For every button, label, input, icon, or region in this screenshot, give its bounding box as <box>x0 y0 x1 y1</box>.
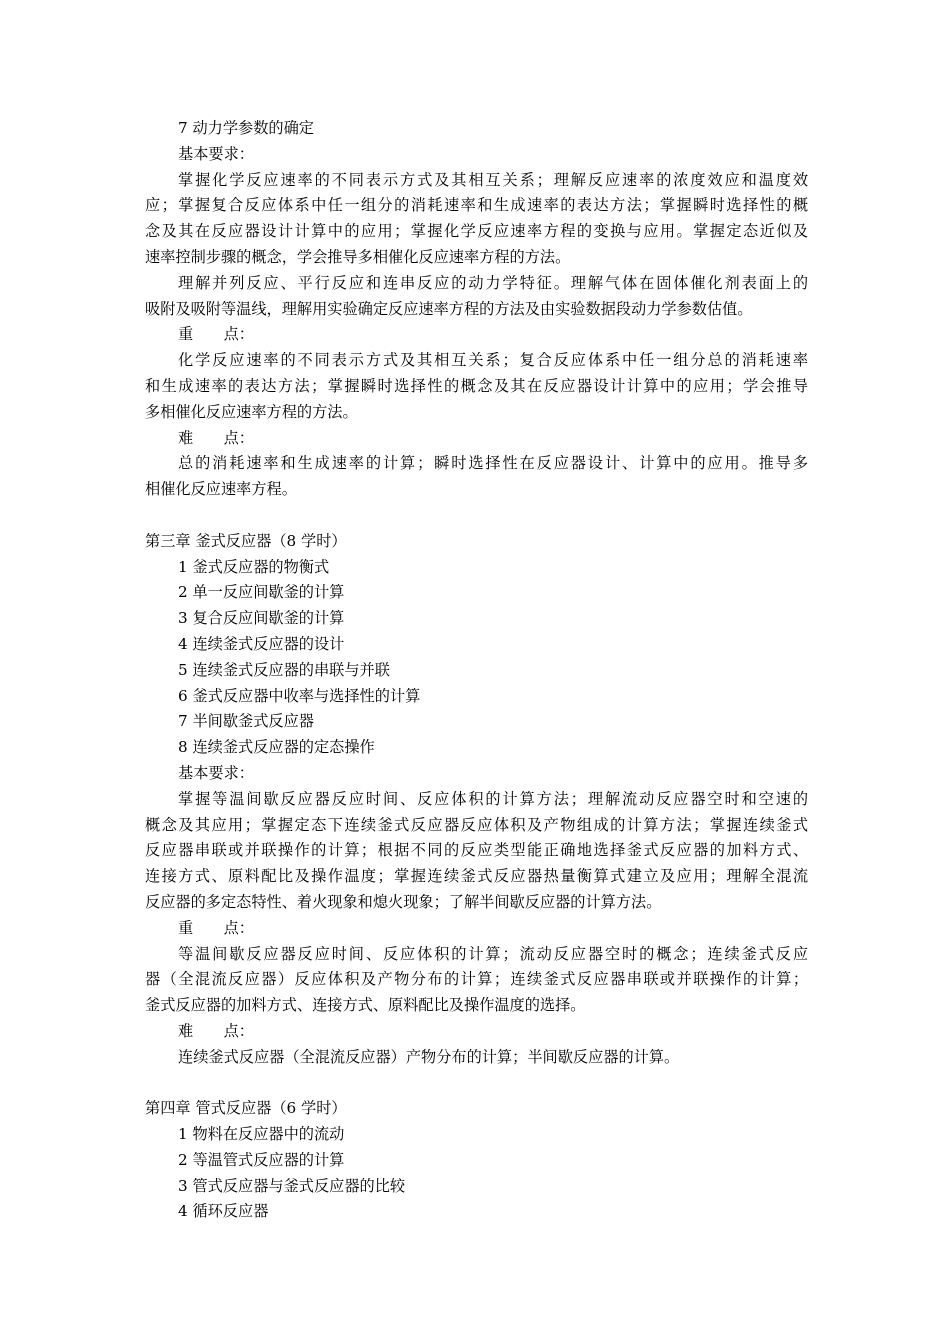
paragraph-line: 应；掌握复合反应体系中任一组分的消耗速率和生成速率的表达方法；掌握瞬时选择性的概 <box>145 196 808 215</box>
section-item: 8 连续釜式反应器的定态操作 <box>178 738 375 757</box>
paragraph-line: 掌握等温间歇反应器反应时间、反应体积的计算方法；理解流动反应器空时和空速的 <box>178 789 808 808</box>
paragraph-line: 概念及其应用；掌握定态下连续釜式反应器反应体积及产物组成的计算方法；掌握连续釜式 <box>145 815 808 834</box>
paragraph-line: 连接方式、原料配比及操作温度；掌握连续釜式反应器热量衡算式建立及应用；理解全混流 <box>145 867 808 886</box>
difficulties-heading: 难 点： <box>178 428 254 447</box>
section-item: 3 管式反应器与釜式反应器的比较 <box>178 1176 406 1195</box>
difficulties-heading: 难 点： <box>178 1021 254 1040</box>
spacer <box>145 503 808 529</box>
paragraph-line: 念及其在反应器设计计算中的应用；掌握化学反应速率方程的变换与应用。掌握定态近似及 <box>145 222 808 241</box>
document-body <box>145 116 808 1225</box>
section-item: 7 动力学参数的确定 <box>178 119 314 137</box>
section-item: 6 釜式反应器中收率与选择性的计算 <box>178 686 421 705</box>
section-item: 3 复合反应间歇釜的计算 <box>178 609 345 628</box>
paragraph-line: 器（全混流反应器）反应体积及产物分布的计算；连续釜式反应器串联或并联操作的计算； <box>145 970 808 989</box>
requirements-heading: 基本要求： <box>178 144 254 163</box>
paragraph-line: 掌握化学反应速率的不同表示方式及其相互关系；理解反应速率的浓度效应和温度效 <box>178 170 808 189</box>
paragraph-line: 多相催化反应速率方程的方法。 <box>145 402 358 421</box>
paragraph-line: 釜式反应器的加料方式、连接方式、原料配比及操作温度的选择。 <box>145 996 586 1015</box>
chapter-title: 第三章 釜式反应器（8 学时） <box>145 531 347 550</box>
section-item: 5 连续釜式反应器的串联与并联 <box>178 660 390 679</box>
paragraph-line: 和生成速率的表达方法；掌握瞬时选择性的概念及其在反应器设计计算中的应用；学会推导 <box>145 376 808 395</box>
section-item: 1 釜式反应器的物衡式 <box>178 557 330 576</box>
key-points-heading: 重 点： <box>178 325 254 344</box>
paragraph-line: 等温间歇反应器反应时间、反应体积的计算；流动反应器空时的概念；连续釜式反应 <box>178 944 808 963</box>
section-item: 1 物料在反应器中的流动 <box>178 1125 345 1144</box>
requirements-heading: 基本要求： <box>178 763 254 782</box>
paragraph-line: 反应器的多定态特性、着火现象和熄火现象；了解半间歇反应器的计算方法。 <box>145 892 662 911</box>
chapter-title: 第四章 管式反应器（6 学时） <box>145 1099 347 1118</box>
section-item: 4 连续釜式反应器的设计 <box>178 634 345 653</box>
section-item: 2 等温管式反应器的计算 <box>178 1150 345 1169</box>
paragraph-line: 化学反应速率的不同表示方式及其相互关系；复合反应体系中任一组分总的消耗速率 <box>178 351 808 370</box>
paragraph-line: 吸附及吸附等温线，理解用实验确定反应速率方程的方法及由实验数据段动力学参数估值。 <box>145 299 753 318</box>
key-points-heading: 重 点： <box>178 918 254 937</box>
section-item: 4 循环反应器 <box>178 1202 269 1221</box>
spacer <box>145 1070 808 1096</box>
paragraph-line: 反应器串联或并联操作的计算；根据不同的反应类型能正确地选择釜式反应器的加料方式、 <box>145 841 808 860</box>
section-item: 7 半间歇釜式反应器 <box>178 712 314 731</box>
paragraph-line: 理解并列反应、平行反应和连串反应的动力学特征。理解气体在固体催化剂表面上的 <box>178 273 808 292</box>
paragraph-line: 相催化反应速率方程。 <box>145 480 297 499</box>
section-item: 2 单一反应间歇釜的计算 <box>178 583 345 602</box>
paragraph-line: 连续釜式反应器（全混流反应器）产物分布的计算；半间歇反应器的计算。 <box>178 1047 680 1066</box>
paragraph-line: 总的消耗速率和生成速率的计算；瞬时选择性在反应器设计、计算中的应用。推导多 <box>178 454 808 473</box>
paragraph-line: 速率控制步骤的概念，学会推导多相催化反应速率方程的方法。 <box>145 247 571 266</box>
